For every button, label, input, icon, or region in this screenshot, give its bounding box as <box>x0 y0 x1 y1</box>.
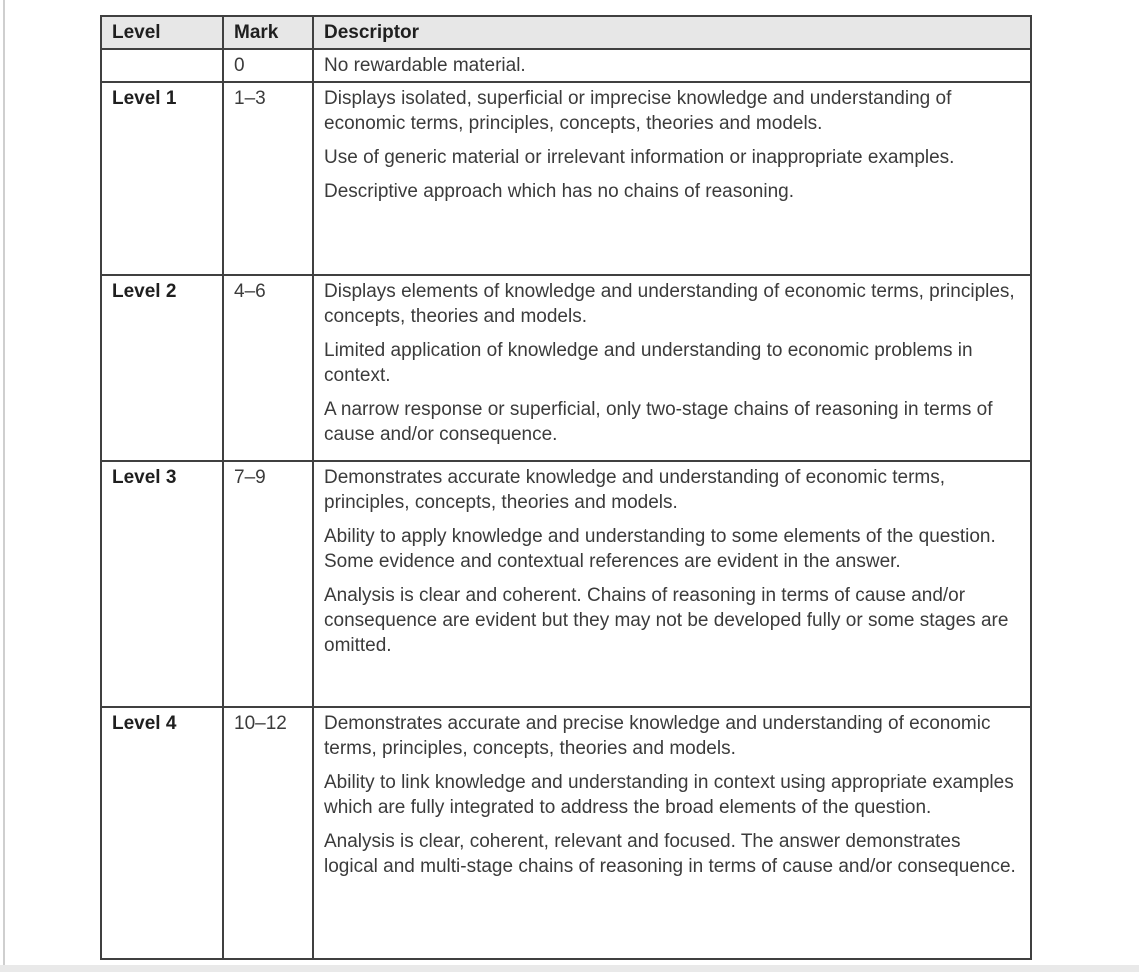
mark-cell: 4–6 <box>223 275 313 461</box>
level-cell: Level 2 <box>101 275 223 461</box>
descriptor-cell <box>313 707 1031 959</box>
descriptor-paragraph: Ability to apply knowledge and understanding to some elements of the question. Some evidence and contextual references are evident in the answer. <box>324 526 996 572</box>
level-cell: Level 3 <box>101 461 223 707</box>
mark-cell: 0 <box>223 49 313 82</box>
level-cell: Level 1 <box>101 82 223 275</box>
descriptor-cell <box>313 275 1031 461</box>
level-cell <box>101 49 223 82</box>
table-row-level-2 <box>101 275 1031 461</box>
mark-cell: 7–9 <box>223 461 313 707</box>
descriptor-cell <box>313 49 1031 82</box>
mark-cell: 10–12 <box>223 707 313 959</box>
descriptor-paragraph: Displays isolated, superficial or imprecise knowledge and understanding of economic terms, principles, concepts, theories and models. <box>324 88 952 134</box>
descriptor-cell <box>313 82 1031 275</box>
column-header-level: Level <box>101 16 223 49</box>
descriptor-paragraph: Limited application of knowledge and understanding to economic problems in context. <box>324 340 973 386</box>
page-bottom-strip <box>0 965 1139 972</box>
table-row-level-1 <box>101 82 1031 275</box>
descriptor-paragraph: No rewardable material. <box>324 55 526 76</box>
descriptor-cell <box>313 461 1031 707</box>
descriptor-paragraph: Analysis is clear and coherent. Chains of reasoning in terms of cause and/or consequence are evident but they may not be developed fully or some stages are omitted. <box>324 585 1009 656</box>
table-header-row <box>101 16 1031 49</box>
mark-cell: 1–3 <box>223 82 313 275</box>
descriptor-paragraph: Ability to link knowledge and understanding in context using appropriate examples which are fully integrated to address the broad elements of the question. <box>324 772 1014 818</box>
table-row-level-4 <box>101 707 1031 959</box>
table-row-level-3 <box>101 461 1031 707</box>
level-cell: Level 4 <box>101 707 223 959</box>
descriptor-paragraph: Displays elements of knowledge and understanding of economic terms, principles, concepts, theories and models. <box>324 281 1015 327</box>
descriptor-paragraph: Use of generic material or irrelevant information or inappropriate examples. <box>324 147 955 168</box>
column-header-descriptor: Descriptor <box>313 16 1031 49</box>
descriptor-paragraph: Demonstrates accurate and precise knowledge and understanding of economic terms, principles, concepts, theories and models. <box>324 713 991 759</box>
descriptor-paragraph: A narrow response or superficial, only two-stage chains of reasoning in terms of cause and/or consequence. <box>324 399 993 445</box>
mark-scheme-table <box>100 15 1032 960</box>
descriptor-paragraph: Demonstrates accurate knowledge and understanding of economic terms, principles, concepts, theories and models. <box>324 467 946 513</box>
descriptor-paragraph: Descriptive approach which has no chains of reasoning. <box>324 181 794 202</box>
column-header-mark: Mark <box>223 16 313 49</box>
table-row-no-reward <box>101 49 1031 82</box>
page-edge-line <box>3 0 5 972</box>
descriptor-paragraph: Analysis is clear, coherent, relevant and focused. The answer demonstrates logical and multi-stage chains of reasoning in terms of cause and/or consequence. <box>324 831 1016 877</box>
